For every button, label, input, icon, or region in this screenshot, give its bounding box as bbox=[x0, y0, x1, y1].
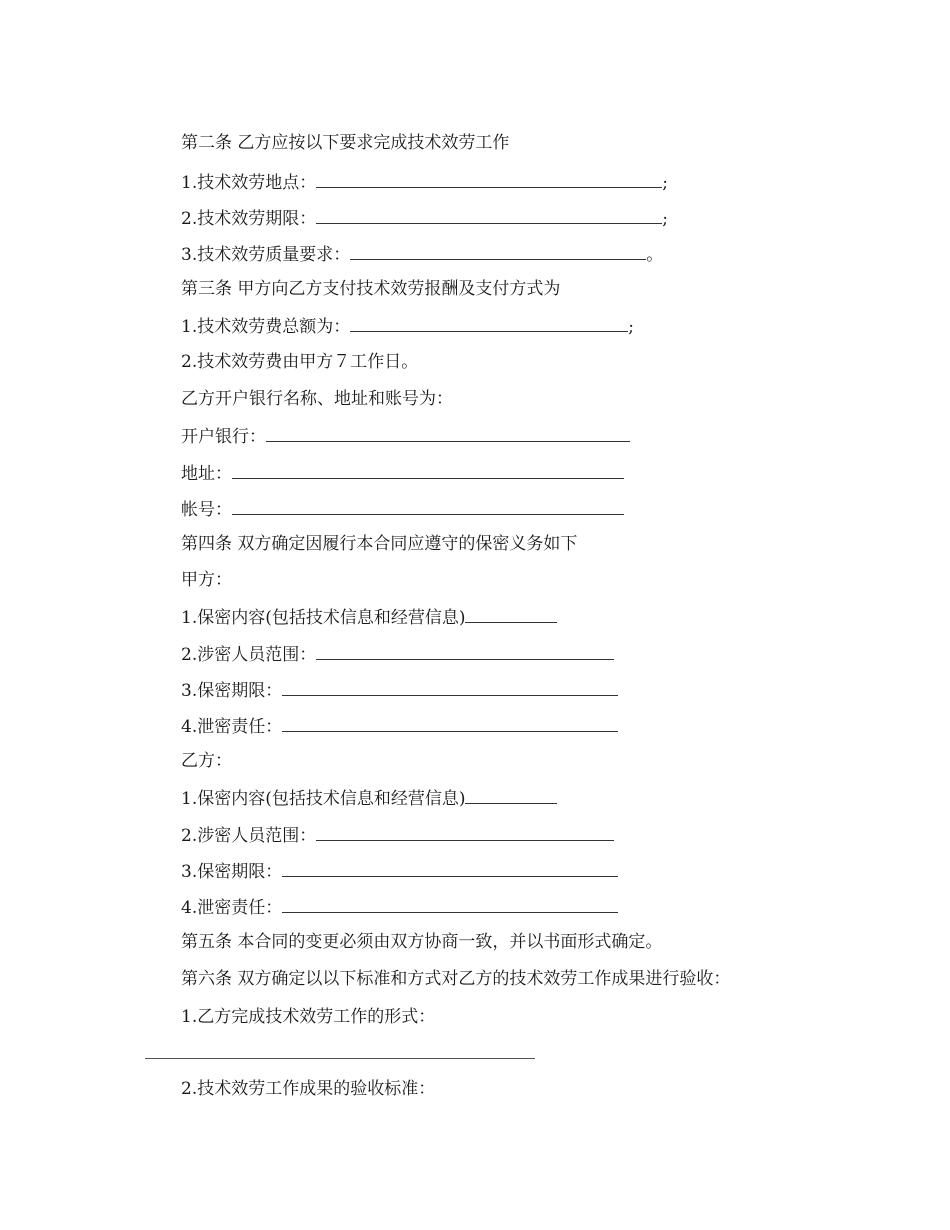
service-period-line: 2.技术效劳期限： ; bbox=[181, 205, 668, 231]
service-period-blank[interactable] bbox=[316, 205, 662, 224]
bank-name-line: 开户银行： bbox=[181, 423, 630, 449]
quality-requirement-blank[interactable] bbox=[350, 241, 646, 260]
party-b-liability-line: 4.泄密责任： bbox=[181, 894, 618, 920]
article-3-heading: 第三条 甲方向乙方支付技术效劳报酬及支付方式为 bbox=[181, 279, 561, 299]
party-b-personnel-line: 2.涉密人员范围： bbox=[181, 822, 614, 848]
account-number-line: 帐号： bbox=[181, 496, 624, 522]
bank-name-blank[interactable] bbox=[266, 423, 630, 442]
party-b-label: 乙方： bbox=[181, 751, 232, 771]
party-a-liability-blank[interactable] bbox=[282, 713, 618, 732]
article-5-text: 第五条 本合同的变更必须由双方协商一致，并以书面形式确定。 bbox=[181, 932, 663, 952]
payment-term-line: 2.技术效劳费由甲方７工作日。 bbox=[181, 352, 419, 372]
party-a-label: 甲方： bbox=[181, 570, 232, 590]
party-b-confidential-content-line: 1.保密内容(包括技术信息和经营信息) bbox=[181, 785, 557, 811]
bank-address-line: 地址： bbox=[181, 460, 624, 486]
service-location-line: 1.技术效劳地点： ; bbox=[181, 169, 668, 195]
total-fee-blank[interactable] bbox=[350, 313, 628, 332]
party-b-confidential-content-blank[interactable] bbox=[465, 785, 557, 804]
service-location-blank[interactable] bbox=[316, 169, 662, 188]
party-a-period-blank[interactable] bbox=[282, 677, 618, 696]
total-fee-line: 1.技术效劳费总额为： ; bbox=[181, 313, 634, 339]
party-a-liability-line: 4.泄密责任： bbox=[181, 713, 618, 739]
party-a-personnel-line: 2.涉密人员范围： bbox=[181, 641, 614, 667]
acceptance-standard-line: 2.技术效劳工作成果的验收标准： bbox=[181, 1079, 436, 1099]
party-a-personnel-blank[interactable] bbox=[316, 641, 614, 660]
article-4-heading: 第四条 双方确定因履行本合同应遵守的保密义务如下 bbox=[181, 534, 578, 554]
party-b-liability-blank[interactable] bbox=[282, 894, 618, 913]
account-number-blank[interactable] bbox=[232, 496, 624, 515]
party-a-confidential-content-line: 1.保密内容(包括技术信息和经营信息) bbox=[181, 604, 557, 630]
service-result-form-blank[interactable] bbox=[145, 1058, 535, 1059]
article-6-heading: 第六条 双方确定以以下标准和方式对乙方的技术效劳工作成果进行验收： bbox=[181, 969, 731, 989]
party-b-period-line: 3.保密期限： bbox=[181, 858, 618, 884]
party-b-personnel-blank[interactable] bbox=[316, 822, 614, 841]
service-result-form-line: 1.乙方完成技术效劳工作的形式： bbox=[181, 1007, 436, 1027]
bank-info-heading: 乙方开户银行名称、地址和账号为： bbox=[181, 389, 453, 409]
party-a-confidential-content-blank[interactable] bbox=[465, 604, 557, 623]
bank-address-blank[interactable] bbox=[232, 460, 624, 479]
quality-requirement-line: 3.技术效劳质量要求： 。 bbox=[181, 241, 663, 267]
party-b-period-blank[interactable] bbox=[282, 858, 618, 877]
party-a-period-line: 3.保密期限： bbox=[181, 677, 618, 703]
article-2-heading: 第二条 乙方应按以下要求完成技术效劳工作 bbox=[181, 133, 510, 153]
